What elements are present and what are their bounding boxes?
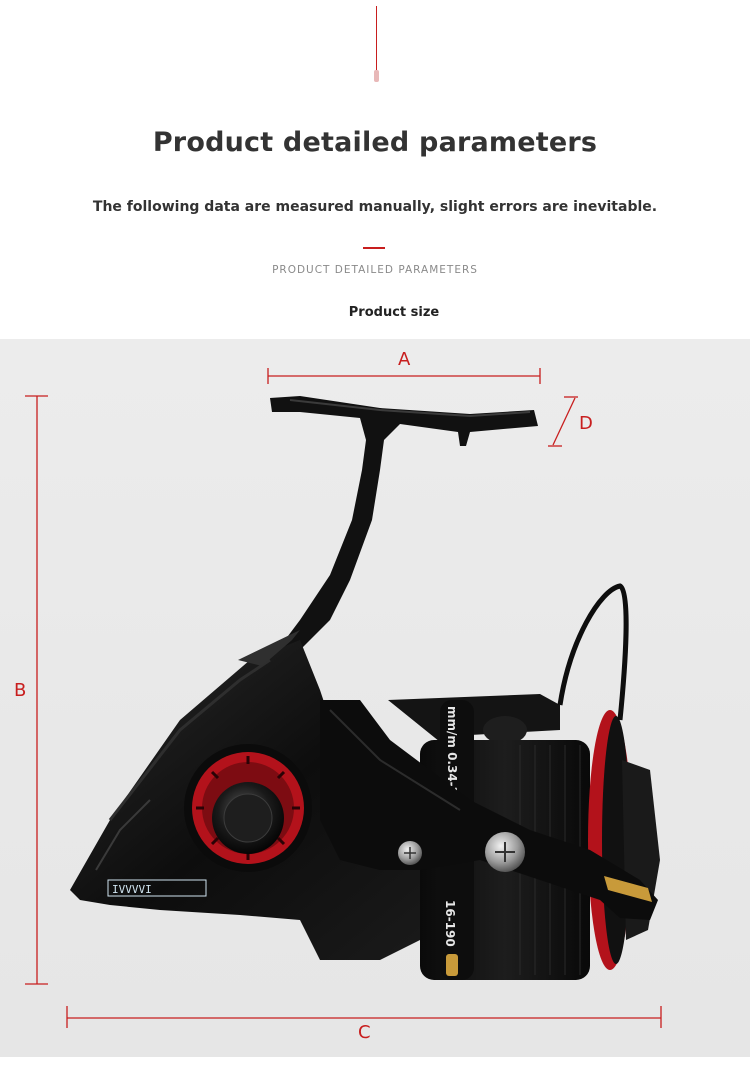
section-label: Product size [348, 305, 440, 320]
svg-text:IVVVVI: IVVVVI [112, 883, 152, 896]
screw-small [398, 841, 422, 865]
dimension-b-label: B [14, 680, 27, 701]
dimension-d-label: D [579, 413, 593, 434]
reel-handle [270, 396, 538, 668]
side-knob [184, 744, 312, 872]
dimension-a-line [268, 368, 540, 384]
dimension-c-label: C [358, 1022, 371, 1043]
svg-text:mm/m 0.34-370: mm/m 0.34-370 [445, 706, 459, 812]
page-title: Product detailed parameters [152, 127, 598, 158]
dimension-a-label: A [398, 349, 411, 370]
dimension-b-line [25, 396, 48, 984]
spool-print-lower [443, 900, 457, 947]
caps-heading: PRODUCT DETAILED PARAMETERS [272, 264, 478, 276]
dimension-d-line [548, 397, 578, 446]
page-subtitle: The following data are measured manually, slight errors are inevitable. [92, 199, 658, 215]
svg-text:16-190: 16-190 [443, 900, 457, 947]
screw-large [485, 832, 525, 872]
bail-wire [560, 586, 626, 720]
body-print [112, 883, 152, 896]
